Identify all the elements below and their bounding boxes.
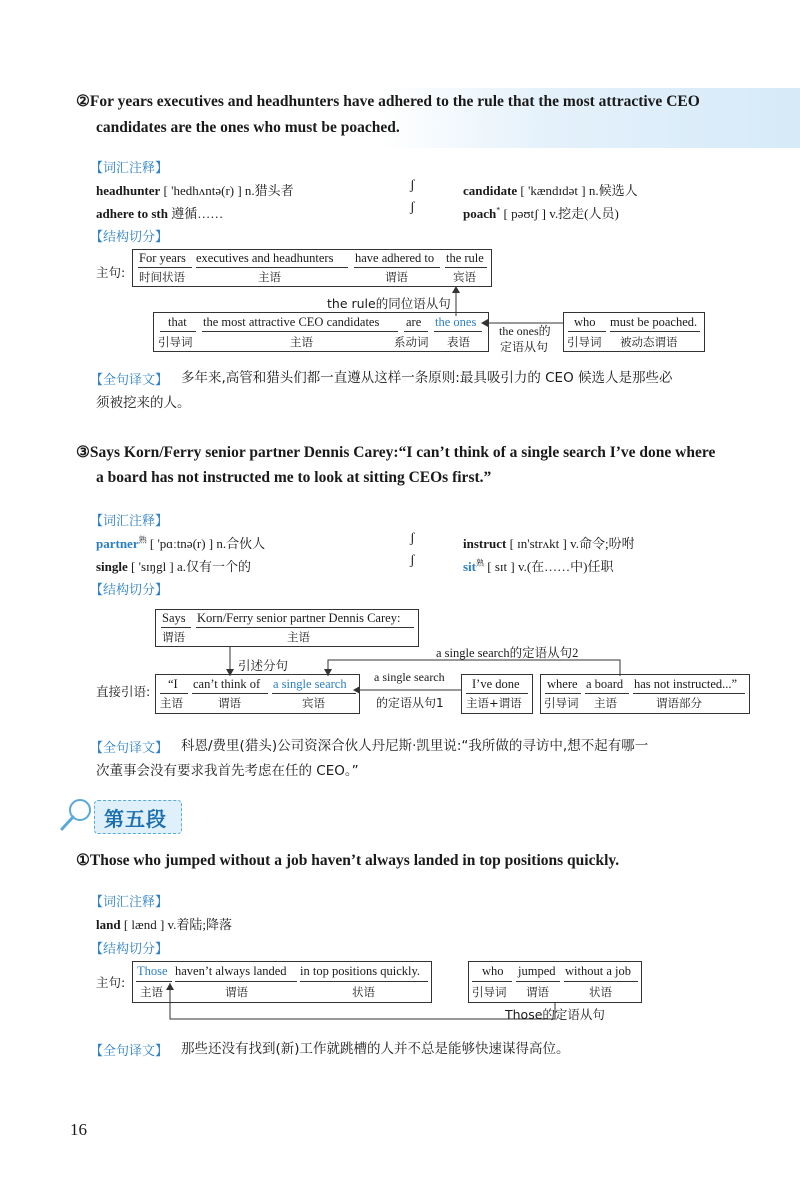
vocab-def: [ 'hedhʌntə(r) ] n.猎头者 [163, 183, 294, 198]
segment-label: 谓语 [218, 696, 241, 710]
vocab-word: candidate [463, 183, 518, 198]
segment-label: 主语 [258, 270, 281, 284]
main-clause-label: 主句: [96, 975, 126, 990]
vocab-word: single [96, 559, 128, 574]
segment-label: 主语 [290, 335, 313, 349]
segment-label: 主语 [160, 696, 183, 710]
segment-word: that [168, 315, 187, 329]
segment-word: executives and headhunters [196, 251, 334, 265]
segment-label: 谓语 [162, 630, 185, 644]
vocab-word: partner [96, 536, 139, 551]
segment-label: 系动词 [394, 335, 429, 349]
segment-word: I’ve done [472, 677, 520, 691]
segment-word: who [482, 964, 504, 978]
vocab-divider-icon: ʃ [410, 553, 415, 568]
vocab-word: headhunter [96, 183, 161, 198]
segment-label: 主语+谓语 [466, 696, 522, 710]
segment-word: jumped [518, 964, 556, 978]
vocab-word: adhere to sth [96, 206, 168, 221]
main-clause-label: 主句: [96, 265, 126, 280]
structure-tag: 【结构切分】 [90, 942, 169, 957]
segment-word: who [574, 315, 596, 329]
vocab-def: [ ɪn'strʌkt ] v.命令;吩咐 [509, 536, 635, 551]
segment-label: 谓语 [385, 270, 408, 284]
page-number: 16 [70, 1120, 87, 1139]
translation-line: 多年来,高管和猎头们都一直遵从这样一条原则:最具吸引力的 CEO 候选人是那些必 [181, 370, 673, 386]
vocab-divider-icon: ʃ [410, 531, 415, 546]
translation-line: 次董事会没有要求我首先考虑在任的 CEO。” [96, 763, 359, 779]
vocab-def: [ sɪt ] v.(在……中)任职 [487, 559, 614, 574]
sentence-2-line-1: ②For years executives and headhunters have adhered to the rule that the most attractive CEO [76, 93, 700, 110]
relative-clause-1-label: a single search [374, 670, 445, 684]
vocab-divider-icon: ʃ [410, 200, 415, 215]
segment-word: haven’t always landed [175, 964, 287, 978]
segment-label: 宾语 [453, 270, 476, 284]
translation-tag: 【全句译文】 [90, 373, 169, 388]
segment-label: 谓语部分 [656, 696, 702, 710]
segment-label: 主语 [287, 630, 310, 644]
segment-word: a single search [273, 677, 347, 691]
segment-label: 状语 [589, 985, 612, 999]
segment-word: the most attractive CEO candidates [203, 315, 380, 329]
segment-label: 状语 [352, 985, 375, 999]
segment-label: 引导词 [158, 335, 193, 349]
segment-word: a board [586, 677, 624, 691]
segment-label: 主语 [140, 985, 163, 999]
segment-word: has not instructed...” [634, 677, 738, 691]
sentence-3-line-1: ③Says Korn/Ferry senior partner Dennis Carey:“I can’t think of a single search I’ve done where [76, 444, 716, 461]
segment-word: must be poached. [610, 315, 698, 329]
structure-tag: 【结构切分】 [90, 230, 169, 245]
section-title: 第五段 [104, 807, 167, 831]
segment-word: “I [168, 677, 178, 691]
segment-word: have adhered to [355, 251, 435, 265]
appositive-clause-label: the rule的同位语从句 [327, 296, 451, 311]
sentence-3-line-2: a board has not instructed me to look at sitting CEOs first.” [96, 469, 492, 486]
segment-word: For years [139, 251, 186, 265]
familiar-word-badge: 熟 [138, 535, 147, 545]
segment-word: can’t think of [193, 677, 261, 691]
relative-clause-2-label: a single search的定语从句2 [436, 646, 579, 660]
translation-line: 那些还没有找到(新)工作就跳槽的人并不总是能够快速谋得高位。 [181, 1041, 570, 1057]
star-mark: * [496, 205, 501, 215]
vocab-def: [ 'pɑːtnə(r) ] n.合伙人 [149, 536, 266, 551]
segment-label: 引导词 [567, 335, 602, 349]
sentence-2-line-2: candidates are the ones who must be poached. [96, 119, 400, 136]
segment-label: 主语 [594, 696, 617, 710]
vocab-word: instruct [463, 536, 507, 551]
segment-word: where [547, 677, 578, 691]
segment-label: 谓语 [526, 985, 549, 999]
relative-clause-label: the ones的 [499, 324, 551, 338]
sentence-1-line-1: ①Those who jumped without a job haven’t always landed in top positions quickly. [76, 852, 620, 869]
vocab-def: [ pəʊtʃ ] v.挖走(人员) [503, 206, 619, 221]
quote-clause-label: 引述分句 [238, 658, 289, 673]
translation-tag: 【全句译文】 [90, 1044, 169, 1059]
translation-line: 科恩/费里(猎头)公司资深合伙人丹尼斯·凯里说:“我所做的寻访中,想不起有哪一 [181, 738, 649, 754]
segment-label: 宾语 [302, 696, 325, 710]
vocab-word: land [96, 917, 121, 932]
vocab-def: [ lænd ] v.着陆;降落 [123, 917, 233, 932]
segment-word: Those [137, 964, 168, 978]
relative-clause-label: 定语从句 [500, 340, 549, 354]
vocab-tag: 【词汇注释】 [90, 895, 169, 910]
familiar-word-badge: 熟 [476, 558, 484, 568]
vocab-tag: 【词汇注释】 [90, 514, 169, 529]
vocab-word: poach [463, 206, 497, 221]
translation-tag: 【全句译文】 [90, 741, 169, 756]
relative-clause-1-label: 的定语从句1 [376, 696, 444, 710]
vocab-tag: 【词汇注释】 [90, 161, 169, 176]
translation-line: 须被挖来的人。 [96, 395, 191, 411]
segment-word: in top positions quickly. [300, 964, 421, 978]
segment-label: 被动态谓语 [620, 335, 678, 349]
vocab-divider-icon: ʃ [410, 178, 415, 193]
vocab-def: 遵循…… [171, 206, 224, 221]
segment-word: Says [162, 611, 186, 625]
segment-word: are [406, 315, 422, 329]
segment-label: 谓语 [225, 985, 248, 999]
vocab-def: [ 'kændɪdət ] n.候选人 [520, 183, 638, 198]
vocab-def: [ 'sɪŋgl ] a.仅有一个的 [131, 559, 252, 574]
segment-word: without a job [565, 964, 631, 978]
direct-quote-label: 直接引语: [96, 684, 151, 699]
structure-tag: 【结构切分】 [90, 583, 169, 598]
segment-word: the rule [446, 251, 484, 265]
segment-label: 引导词 [544, 696, 579, 710]
segment-word: the ones [435, 315, 477, 329]
vocab-word: sit [463, 559, 476, 574]
relative-clause-label: Those的定语从句 [505, 1007, 605, 1022]
segment-word: Korn/Ferry senior partner Dennis Carey: [197, 611, 401, 625]
segment-label: 表语 [447, 335, 470, 349]
segment-label: 引导词 [472, 985, 507, 999]
segment-label: 时间状语 [139, 270, 185, 284]
